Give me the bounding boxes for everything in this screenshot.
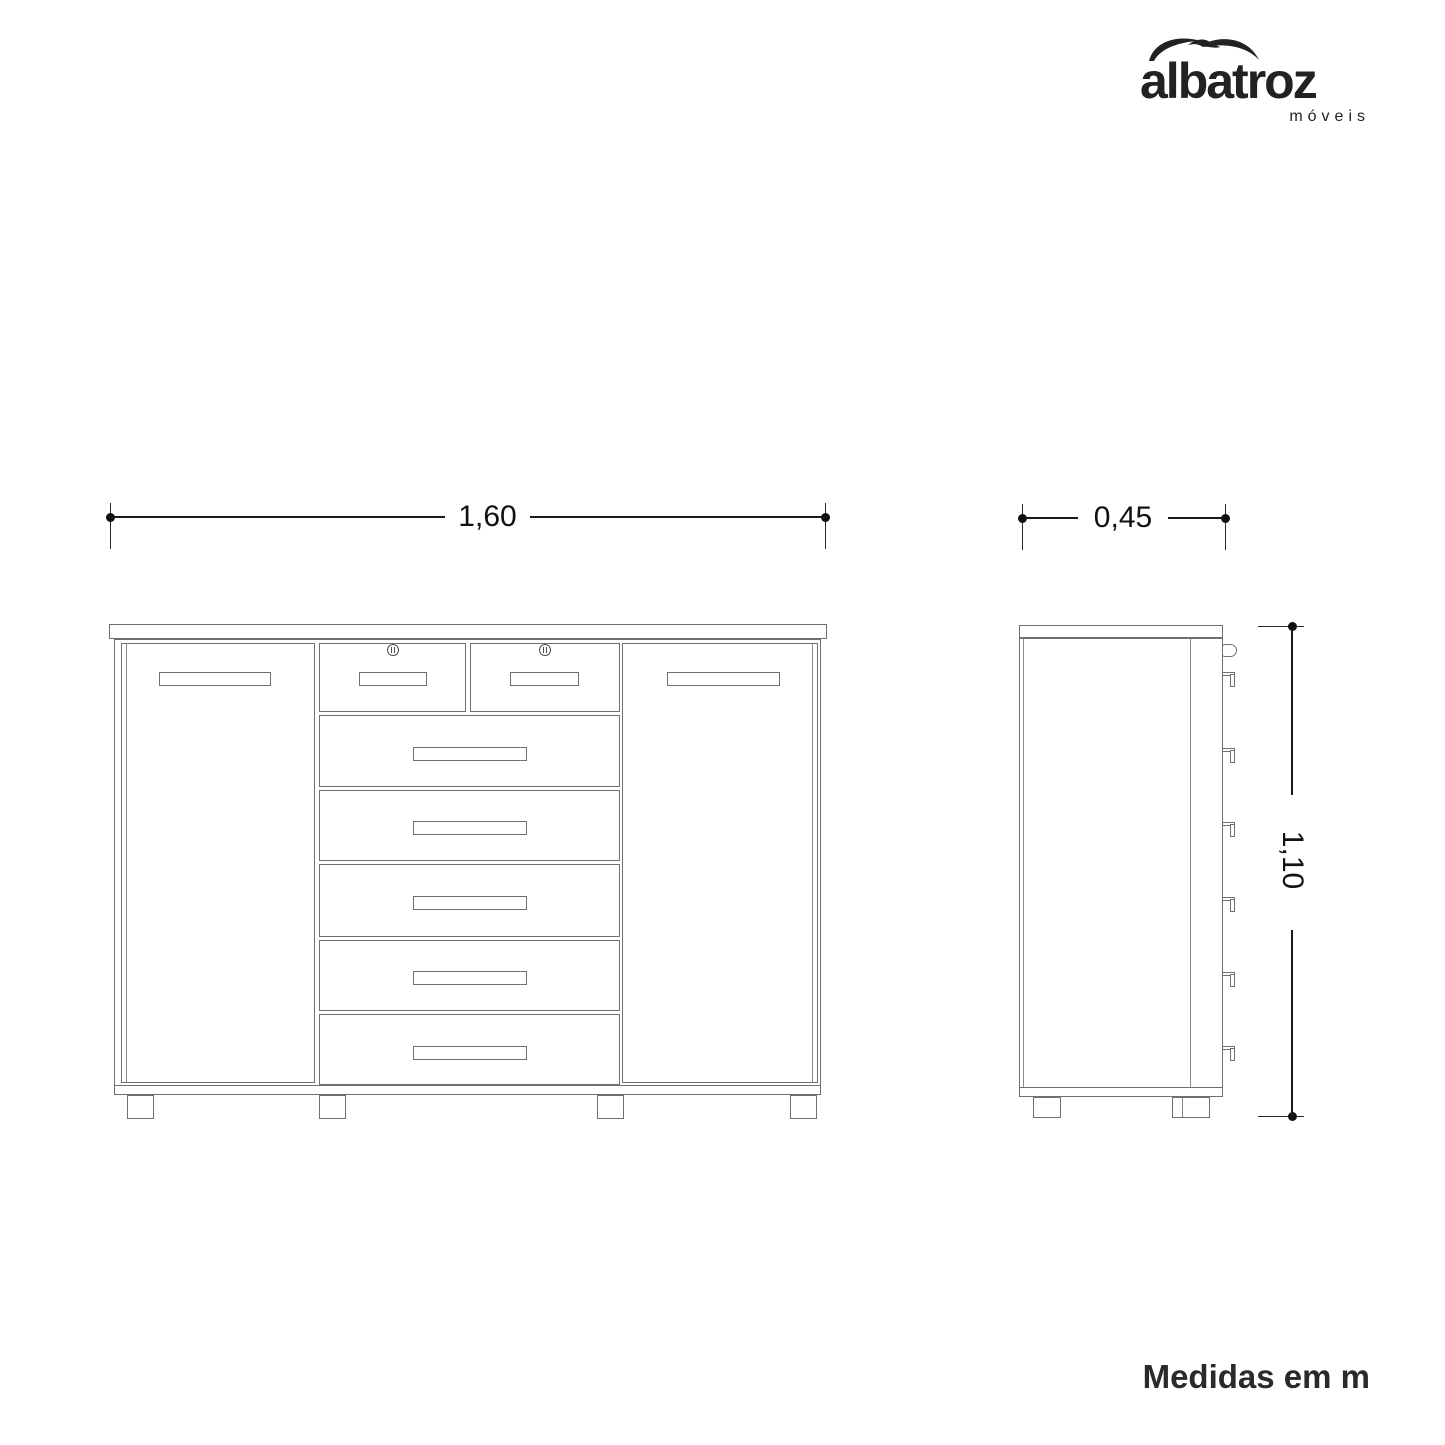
dim-line bbox=[1291, 930, 1293, 1116]
right-door bbox=[622, 643, 818, 1083]
front-foot-1 bbox=[127, 1095, 154, 1119]
dim-line bbox=[113, 516, 445, 518]
depth-value: 0,45 bbox=[1093, 501, 1153, 534]
dim-tick bbox=[1258, 1116, 1304, 1117]
dim-line bbox=[1025, 517, 1078, 519]
handle-profile-icon bbox=[1222, 897, 1235, 912]
dim-line bbox=[1291, 629, 1293, 795]
dim-tick bbox=[1258, 626, 1304, 627]
handle-profile-icon bbox=[1222, 822, 1235, 837]
front-top-panel bbox=[109, 624, 827, 639]
front-foot-2 bbox=[319, 1095, 346, 1119]
side-bottom-strip bbox=[1019, 1087, 1223, 1097]
side-foot-back bbox=[1033, 1097, 1061, 1118]
front-foot-4 bbox=[790, 1095, 817, 1119]
dim-line bbox=[530, 516, 823, 518]
drawer-row-5-handle bbox=[413, 1046, 527, 1060]
lock-profile-icon bbox=[1222, 644, 1237, 657]
dim-tick bbox=[825, 503, 826, 549]
height-value: 1,10 bbox=[1276, 830, 1309, 890]
left-door bbox=[121, 643, 315, 1083]
left-door-handle bbox=[159, 672, 271, 686]
brand-tagline: móveis bbox=[1289, 108, 1370, 125]
handle-profile-icon bbox=[1222, 748, 1235, 763]
drawer-row-3-handle bbox=[413, 896, 527, 910]
drawer-row-4-handle bbox=[413, 971, 527, 985]
brand-name: albatroz bbox=[1140, 53, 1316, 109]
small-drawer-right-handle bbox=[510, 672, 579, 686]
units-note: Medidas em m bbox=[1142, 1358, 1370, 1395]
side-top-panel bbox=[1019, 625, 1223, 638]
side-back-edge-line bbox=[1023, 639, 1024, 1087]
side-panel bbox=[1019, 638, 1223, 1088]
brand-logo bbox=[1140, 28, 1372, 132]
left-door-hinge-line bbox=[126, 644, 127, 1082]
drawer-row-1-handle bbox=[413, 747, 527, 761]
handle-profile-icon bbox=[1222, 1046, 1235, 1061]
front-foot-3 bbox=[597, 1095, 624, 1119]
dim-line bbox=[1168, 517, 1223, 519]
front-bottom-strip bbox=[114, 1085, 821, 1095]
dim-tick bbox=[1225, 504, 1226, 550]
side-foot-front bbox=[1172, 1097, 1210, 1118]
small-drawer-left-handle bbox=[359, 672, 427, 686]
keyhole-lock-icon bbox=[539, 644, 551, 656]
keyhole-lock-icon bbox=[387, 644, 399, 656]
width-value: 1,60 bbox=[458, 500, 517, 533]
right-door-handle bbox=[667, 672, 780, 686]
side-foot-front-line bbox=[1182, 1098, 1183, 1117]
side-front-edge-line bbox=[1190, 639, 1191, 1087]
right-door-hinge-line bbox=[812, 644, 813, 1082]
dim-tick bbox=[110, 503, 111, 549]
drawer-row-2-handle bbox=[413, 821, 527, 835]
handle-profile-icon bbox=[1222, 972, 1235, 987]
handle-profile-icon bbox=[1222, 672, 1235, 687]
dim-tick bbox=[1022, 504, 1023, 550]
